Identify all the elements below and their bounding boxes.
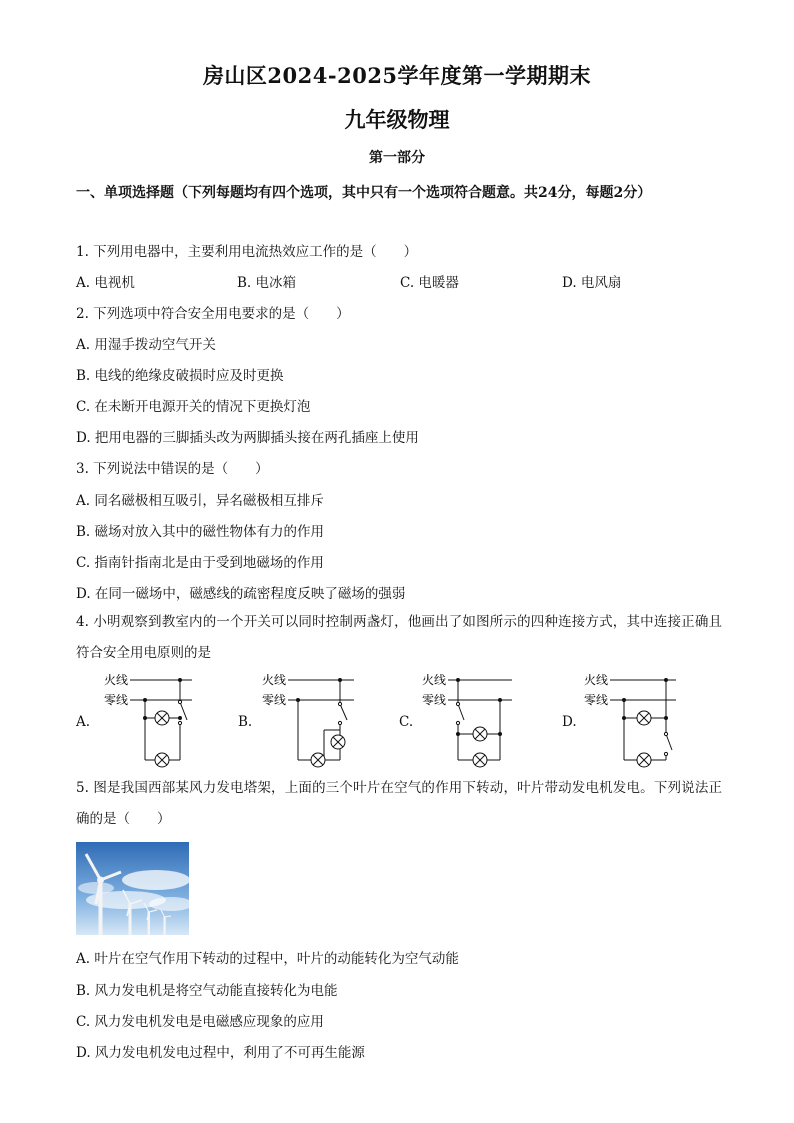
svg-text:火线: 火线 <box>262 673 287 687</box>
svg-text:火线: 火线 <box>584 673 609 687</box>
svg-text:火线: 火线 <box>104 673 129 687</box>
q4-option-c-label: C. <box>399 714 414 730</box>
q2-option-d: D. 把用电器的三脚插头改为两脚插头接在两孔插座上使用 <box>76 430 419 446</box>
q5-option-c: C. 风力发电机发电是电磁感应现象的应用 <box>76 1014 324 1030</box>
q3-option-d: D. 在同一磁场中，磁感线的疏密程度反映了磁场的强弱 <box>76 586 406 602</box>
circuit-diagram-c <box>420 668 520 768</box>
question-5-stem: 5. 图是我国西部某风力发电塔架，上面的三个叶片在空气的作用下转动，叶片带动发电机发电。下列说法正确的是（ ） <box>76 780 722 827</box>
question-1-stem: 1. 下列用电器中，主要利用电流热效应工作的是（ ） <box>76 244 418 260</box>
svg-text:火线: 火线 <box>422 673 447 687</box>
question-2-stem: 2. 下列选项中符合安全用电要求的是（ ） <box>76 306 350 322</box>
q1-option-b: B. 电冰箱 <box>237 275 297 291</box>
circuit-diagram-a <box>100 668 200 768</box>
wind-turbine-photo <box>76 842 189 935</box>
exam-title: 房山区2024-2025学年度第一学期期末 <box>202 63 592 88</box>
q5-option-b: B. 风力发电机是将空气动能直接转化为电能 <box>76 983 338 999</box>
q2-option-c: C. 在未断开电源开关的情况下更换灯泡 <box>76 399 311 415</box>
circuit-diagram-d <box>582 668 682 768</box>
q4-option-a-label: A. <box>76 714 91 730</box>
q4-option-b-label: B. <box>238 714 253 730</box>
q3-option-b: B. 磁场对放入其中的磁性物体有力的作用 <box>76 524 325 540</box>
q3-option-c: C. 指南针指南北是由于受到地磁场的作用 <box>76 555 324 571</box>
question-4-stem: 4. 小明观察到教室内的一个开关可以同时控制两盏灯，他画出了如图所示的四种连接方式，其中连接正确且符合安全用电原则的是 <box>76 614 722 661</box>
q5-option-a: A. 叶片在空气作用下转动的过程中，叶片的动能转化为空气动能 <box>76 951 459 967</box>
q2-option-a: A. 用湿手拨动空气开关 <box>76 337 216 353</box>
exam-subject: 九年级物理 <box>344 107 450 132</box>
q1-option-d: D. 电风扇 <box>562 275 622 291</box>
part-heading: 第一部分 <box>369 150 425 166</box>
q2-option-b: B. 电线的绝缘皮破损时应及时更换 <box>76 368 284 384</box>
q4-option-d-label: D. <box>562 714 577 730</box>
q5-option-d: D. 风力发电机发电过程中，利用了不可再生能源 <box>76 1045 365 1061</box>
question-3-stem: 3. 下列说法中错误的是（ ） <box>76 461 269 477</box>
svg-text:零线: 零线 <box>422 693 447 707</box>
svg-text:零线: 零线 <box>262 693 287 707</box>
svg-text:零线: 零线 <box>584 693 609 707</box>
section-heading: 一、单项选择题（下列每题均有四个选项，其中只有一个选项符合题意。共24分，每题2分） <box>76 185 652 201</box>
q1-option-a: A. 电视机 <box>76 275 135 291</box>
circuit-diagram-b <box>258 668 358 768</box>
q1-option-c: C. 电暖器 <box>400 275 459 291</box>
svg-text:零线: 零线 <box>104 693 129 707</box>
q3-option-a: A. 同名磁极相互吸引，异名磁极相互排斥 <box>76 493 324 509</box>
